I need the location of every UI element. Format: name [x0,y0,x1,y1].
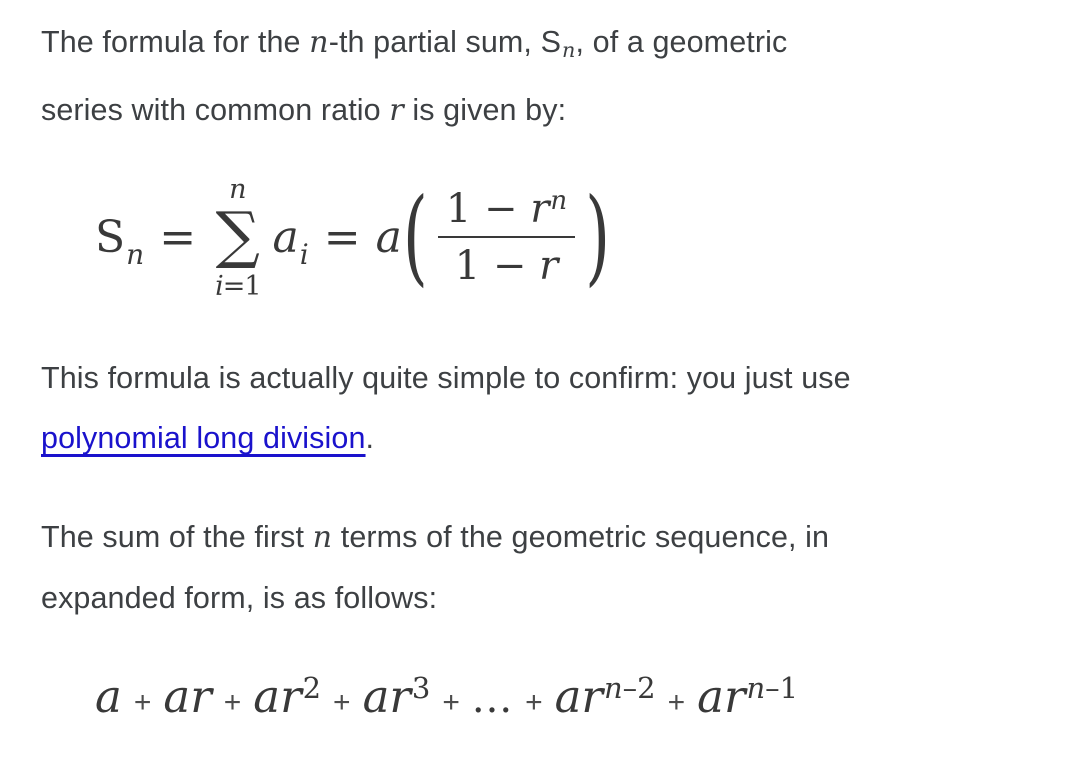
exponent-text: 3 [411,671,431,706]
intro-paragraph [41,12,1051,141]
numerator-variable: r [530,186,550,233]
text-run: This formula is actually quite simple to confirm: you just use [41,361,851,395]
index-start: =1 [222,270,261,302]
plus-operator: + [667,686,686,719]
s-subscript: n [126,237,145,271]
text-run: , of a geometric [575,25,788,59]
plus-operator: + [333,686,351,719]
coefficient: a [375,211,402,263]
term-base: ar [697,670,746,723]
exponent [604,671,656,705]
plus-operator: + [223,686,242,719]
text-run: The sum of the first [41,520,313,554]
confirm-paragraph [41,348,1051,468]
numerator-exponent: n [550,186,568,217]
expanded-term [363,670,431,723]
plus-operator: + [525,686,543,719]
equals-sign: = [159,211,197,263]
exponent [303,671,321,705]
term-subscript: i [299,237,309,271]
term-base: ar [163,670,212,723]
ellipsis [472,676,513,722]
term-base: ar [554,670,603,723]
exponent-text: 2 [302,671,322,706]
sum-lhs [95,211,145,271]
text-run: -th partial sum, S [328,25,562,59]
exponent-variable: n [746,671,766,706]
fraction-denominator [447,244,567,288]
expanded-sum-formula [95,670,798,723]
expanded-term [163,670,211,723]
fraction-bar [438,236,575,238]
term-base: a [95,670,122,723]
numerator-text: 1 − [445,186,531,233]
text-run: expanded form, is as follows: [41,581,438,615]
summation-block [215,176,260,300]
summation-lower-limit [215,270,261,302]
plus-operator: + [133,686,152,719]
term-base: a [272,211,299,263]
text-run: is given by: [403,92,567,127]
index-variable: i [215,270,223,302]
close-paren: ) [585,177,611,298]
math-subscript: n [562,37,576,62]
sigma-icon: ∑ [215,198,260,271]
fraction-numerator [438,187,575,231]
term-base: ar [362,670,411,723]
summation-upper-limit: n [229,174,247,205]
equals-sign: = [323,211,361,263]
text-run: . [365,421,375,455]
text-run: series with common ratio [41,92,390,127]
fraction [438,187,575,288]
expanded-term [253,670,321,723]
polynomial-long-division-link[interactable]: polynomial long division [41,421,366,455]
denominator-text: 1 − [454,243,540,290]
ellipsis-dots: ... [471,676,514,722]
denominator-variable: r [539,243,559,290]
expanded-term [555,670,656,723]
term-base: ar [253,670,302,723]
open-paren: ( [402,177,428,298]
exponent-text: –1 [765,671,799,706]
exponent [746,671,798,705]
exponent-text: –2 [622,671,656,706]
math-variable: n [312,520,333,555]
exponent-variable: n [603,671,623,706]
series-term [272,211,309,271]
s-symbol: S [95,211,126,263]
math-variable: n [309,25,329,60]
partial-sum-formula [95,176,611,300]
expanded-term [697,670,798,723]
plus-operator: + [442,686,460,719]
expanded-term [95,670,122,723]
math-variable: r [389,92,404,128]
text-run: The formula for the [41,25,310,59]
expanded-intro-paragraph [41,507,1051,628]
exponent [412,671,430,705]
text-run: terms of the geometric sequence, in [332,520,830,554]
